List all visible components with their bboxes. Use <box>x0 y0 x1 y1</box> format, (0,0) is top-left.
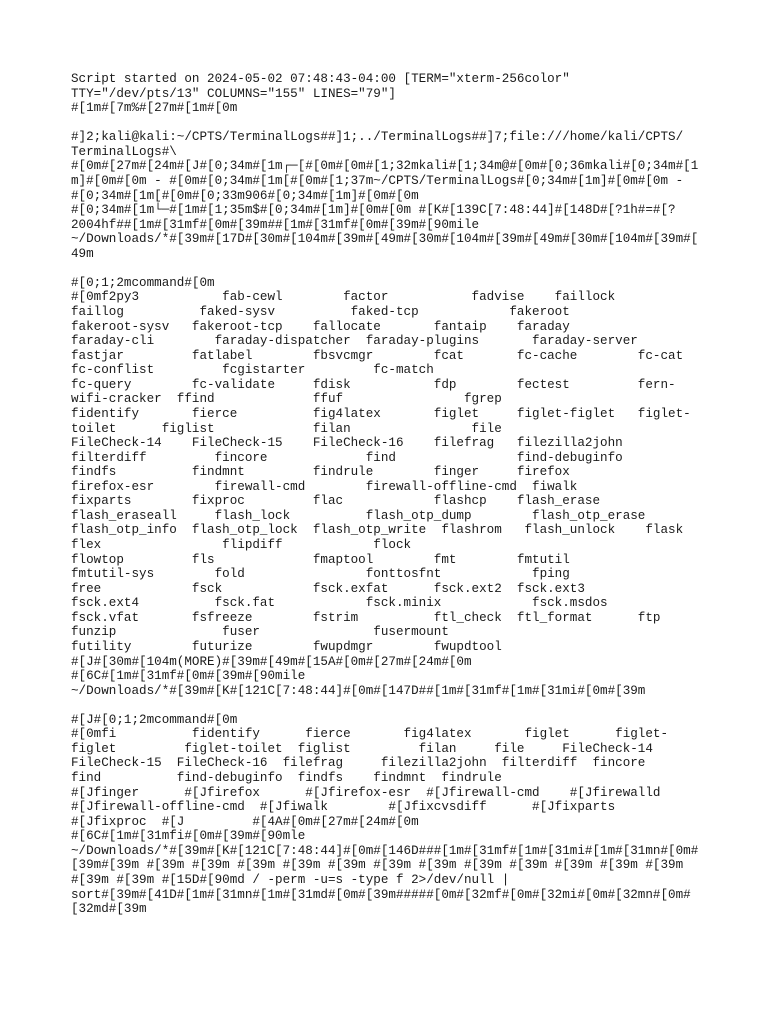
terminal-log-text: Script started on 2024-05-02 07:48:43-04:00 [TERM="xterm-256color" TTY="/dev/pts/13" COLUMNS="155" LINES="79"] #[1m#[7m%#[27m#[1m#[0m #]2;kali@kali:~/CPTS/TerminalLogs##]1;../TerminalLogs##]7;file:///home/kali/CPTS/ TerminalLogs#\ #[0m#[27m#[24m#[J#[0;34m#[1m┌─[#[0m#[0m#[1;32mkali#[1;34m@#[0m#[0;36mkali#[0;34m#[1 m]#[0m#[0m - #[0m#[0;34m#[1m[#[0m#[1;37m~/CPTS/TerminalLogs#[0;34m#[1m]#[0m#[0m - #[0;34m#[1m[#[0m#[0;33m906#[0;34m#[1m]#[0m#[0m #[0;34m#[1m└─#[1m#[1;35m$#[0;34m#[1m]#[0m#[0m #[K#[139C[7:48:44]#[148D#[?1h#=#[? 2004hf##[1m#[31mf#[0m#[39m##[1m#[31mf#[0m#[39m#[90mile ~/Downloads/*#[39m#[17D#[30m#[104m#[39m#[49m#[30m#[104m#[39m#[49m#[30m#[104m#[39m#[ 49m #[0;1;2mcommand#[0m #[0mf2py3 fab-cewl factor fadvise faillock faillog faked-sysv faked-tcp fakeroot fakeroot-sysv fakeroot-tcp fallocate fantaip faraday faraday-cli faraday-dispatcher faraday-plugins faraday-server fastjar fatlabel fbsvcmgr fcat fc-cache fc-cat fc-conflist fcgistarter fc-match fc-query fc-validate fdisk fdp fectest fern- wifi-cracker ffind ffuf fgrep fidentify fierce fig4latex figlet figlet-figlet figlet- toilet figlist filan file FileCheck-14 FileCheck-15 FileCheck-16 filefrag filezilla2john filterdiff fincore find find-debuginfo findfs findmnt findrule finger firefox firefox-esr firewall-cmd firewall-offline-cmd fiwalk fixparts fixproc flac flashcp flash_erase flash_eraseall flash_lock flash_otp_dump flash_otp_erase flash_otp_info flash_otp_lock flash_otp_write flashrom flash_unlock flask flex flipdiff flock flowtop fls fmaptool fmt fmtutil fmtutil-sys fold fonttosfnt fping free fsck fsck.exfat fsck.ext2 fsck.ext3 fsck.ext4 fsck.fat fsck.minix fsck.msdos fsck.vfat fsfreeze fstrim ftl_check ftl_format ftp funzip fuser fusermount futility futurize fwupdmgr fwupdtool #[J#[30m#[104m(MORE)#[39m#[49m#[15A#[0m#[27m#[24m#[0m #[6C#[1m#[31mf#[0m#[39m#[90mile ~/Downloads/*#[39m#[K#[121C[7:48:44]#[0m#[147D##[1m#[31mf#[1m#[31mi#[0m#[39m #[J#[0;1;2mcommand#[0m #[0mfi fidentify fierce fig4latex figlet figlet- figlet figlet-toilet figlist filan file FileCheck-14 FileCheck-15 FileCheck-16 filefrag filezilla2john filterdiff fincore find find-debuginfo findfs findmnt findrule #[Jfinger #[Jfirefox #[Jfirefox-esr #[Jfirewall-cmd #[Jfirewalld #[Jfirewall-offline-cmd #[Jfiwalk #[Jfixcvsdiff #[Jfixparts #[Jfixproc #[J #[4A#[0m#[27m#[24m#[0m #[6C#[1m#[31mfi#[0m#[39m#[90mle ~/Downloads/*#[39m#[K#[121C[7:48:44]#[0m#[146D###[1m#[31mf#[1m#[31mi#[1m#[31mn#[0m# [39m#[39m #[39m #[39m #[39m #[39m #[39m #[39m #[39m #[39m #[39m #[39m #[39m #[39m #[39m #[39m #[15D#[90md / -perm -u=s -type f 2>/dev/null | sort#[39m#[41D#[1m#[31mn#[1m#[31md#[0m#[39m#####[0m#[32mf#[0m#[32mi#[0m#[32mn#[0m# [32md#[39m <box>71 72 699 917</box>
